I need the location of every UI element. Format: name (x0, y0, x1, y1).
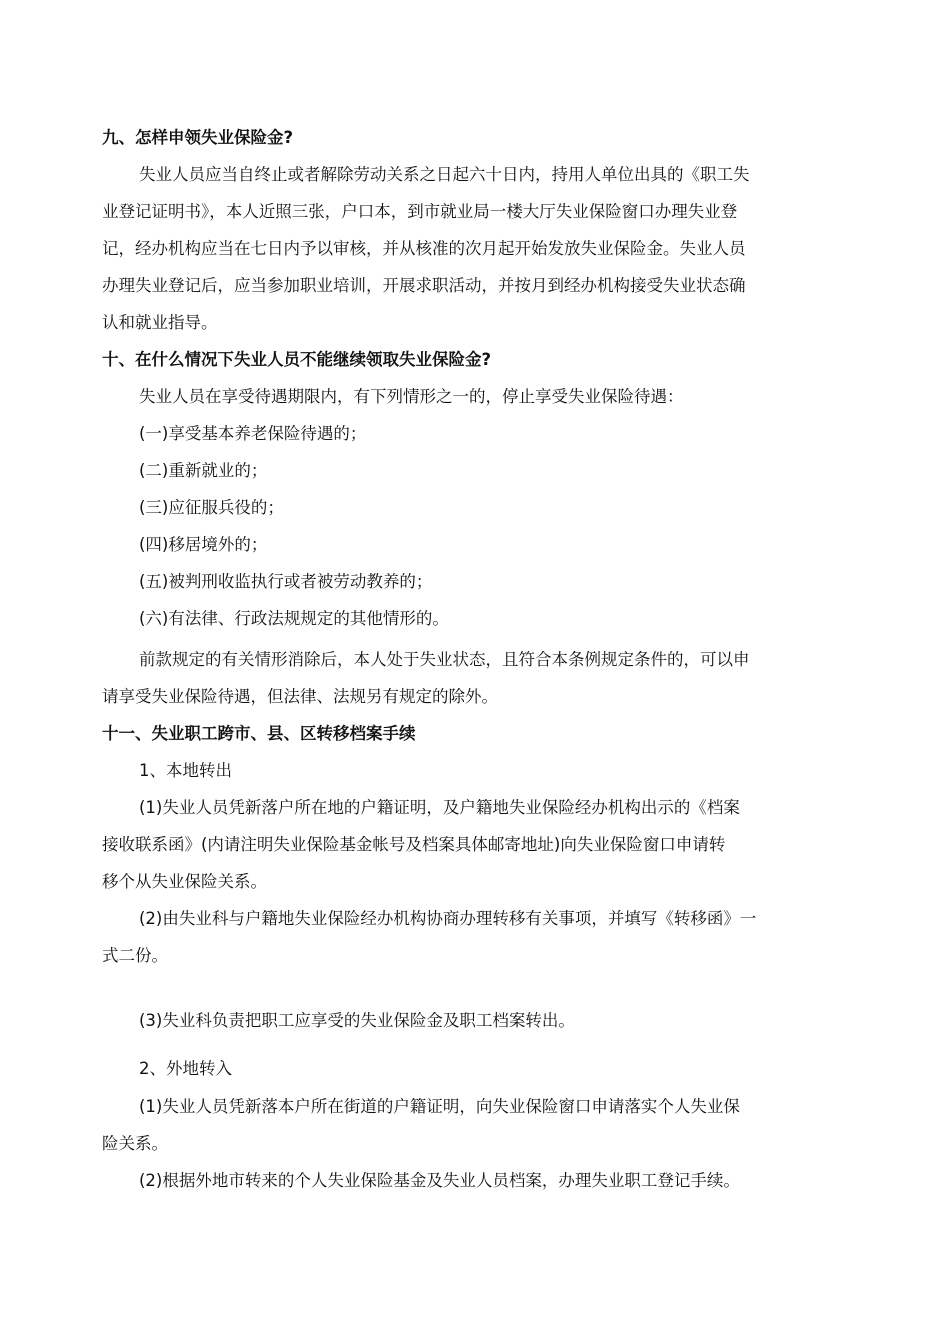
section-9-para-line: 办理失业登记后，应当参加职业培训，开展求职活动，并按月到经办机构接受失业状态确 (102, 276, 746, 295)
subsection-2-item-1-line: (1)失业人员凭新落本户所在街道的户籍证明，向失业保险窗口申请落实个人失业保 (139, 1097, 740, 1116)
section-9-para-line: 记，经办机构应当在七日内予以审核，并从核准的次月起开始发放失业保险金。失业人员 (102, 239, 746, 258)
subsection-2-item-1-line: 险关系。 (102, 1134, 168, 1153)
subsection-1-item-1-line: 接收联系函》(内请注明失业保险基金帐号及档案具体邮寄地址)向失业保险窗口申请转 (102, 835, 726, 854)
subsection-1-item-2-line: 式二份。 (102, 946, 168, 965)
section-10-item: (六)有法律、行政法规规定的其他情形的。 (139, 609, 449, 628)
section-11-heading: 十一、失业职工跨市、县、区转移档案手续 (102, 724, 416, 743)
section-10-item: (三)应征服兵役的； (139, 498, 284, 517)
subsection-1-item-1-line: 移个从失业保险关系。 (102, 872, 267, 891)
section-10-item: (四)移居境外的； (139, 535, 268, 554)
section-10-item: (一)享受基本养老保险待遇的； (139, 424, 367, 443)
subsection-1-title: 1、本地转出 (139, 761, 232, 780)
section-10-closing-line: 请享受失业保险待遇，但法律、法规另有规定的除外。 (102, 687, 498, 706)
subsection-2-title: 2、外地转入 (139, 1059, 232, 1078)
section-9-heading: 九、怎样申领失业保险金? (102, 128, 294, 147)
section-10-closing-line: 前款规定的有关情形消除后，本人处于失业状态，且符合本条例规定条件的，可以申 (139, 650, 750, 669)
subsection-2-item-2: (2)根据外地市转来的个人失业保险基金及失业人员档案，办理失业职工登记手续。 (139, 1171, 740, 1190)
subsection-1-item-3: (3)失业科负责把职工应享受的失业保险金及职工档案转出。 (139, 1011, 575, 1030)
subsection-1-item-2-line: (2)由失业科与户籍地失业保险经办机构协商办理转移有关事项，并填写《转移函》一 (139, 909, 757, 928)
section-10-intro: 失业人员在享受待遇期限内，有下列情形之一的，停止享受失业保险待遇： (139, 387, 684, 406)
subsection-1-item-1-line: (1)失业人员凭新落户所在地的户籍证明，及户籍地失业保险经办机构出示的《档案 (139, 798, 740, 817)
section-9-para-line: 业登记证明书》，本人近照三张，户口本，到市就业局一楼大厅失业保险窗口办理失业登 (102, 202, 738, 221)
section-10-item: (五)被判刑收监执行或者被劳动教养的； (139, 572, 433, 591)
section-9-para-line: 失业人员应当自终止或者解除劳动关系之日起六十日内，持用人单位出具的《职工失 (139, 165, 750, 184)
section-10-heading: 十、在什么情况下失业人员不能继续领取失业保险金? (102, 350, 492, 369)
section-10-item: (二)重新就业的； (139, 461, 268, 480)
section-9-para-line: 认和就业指导。 (102, 313, 218, 332)
